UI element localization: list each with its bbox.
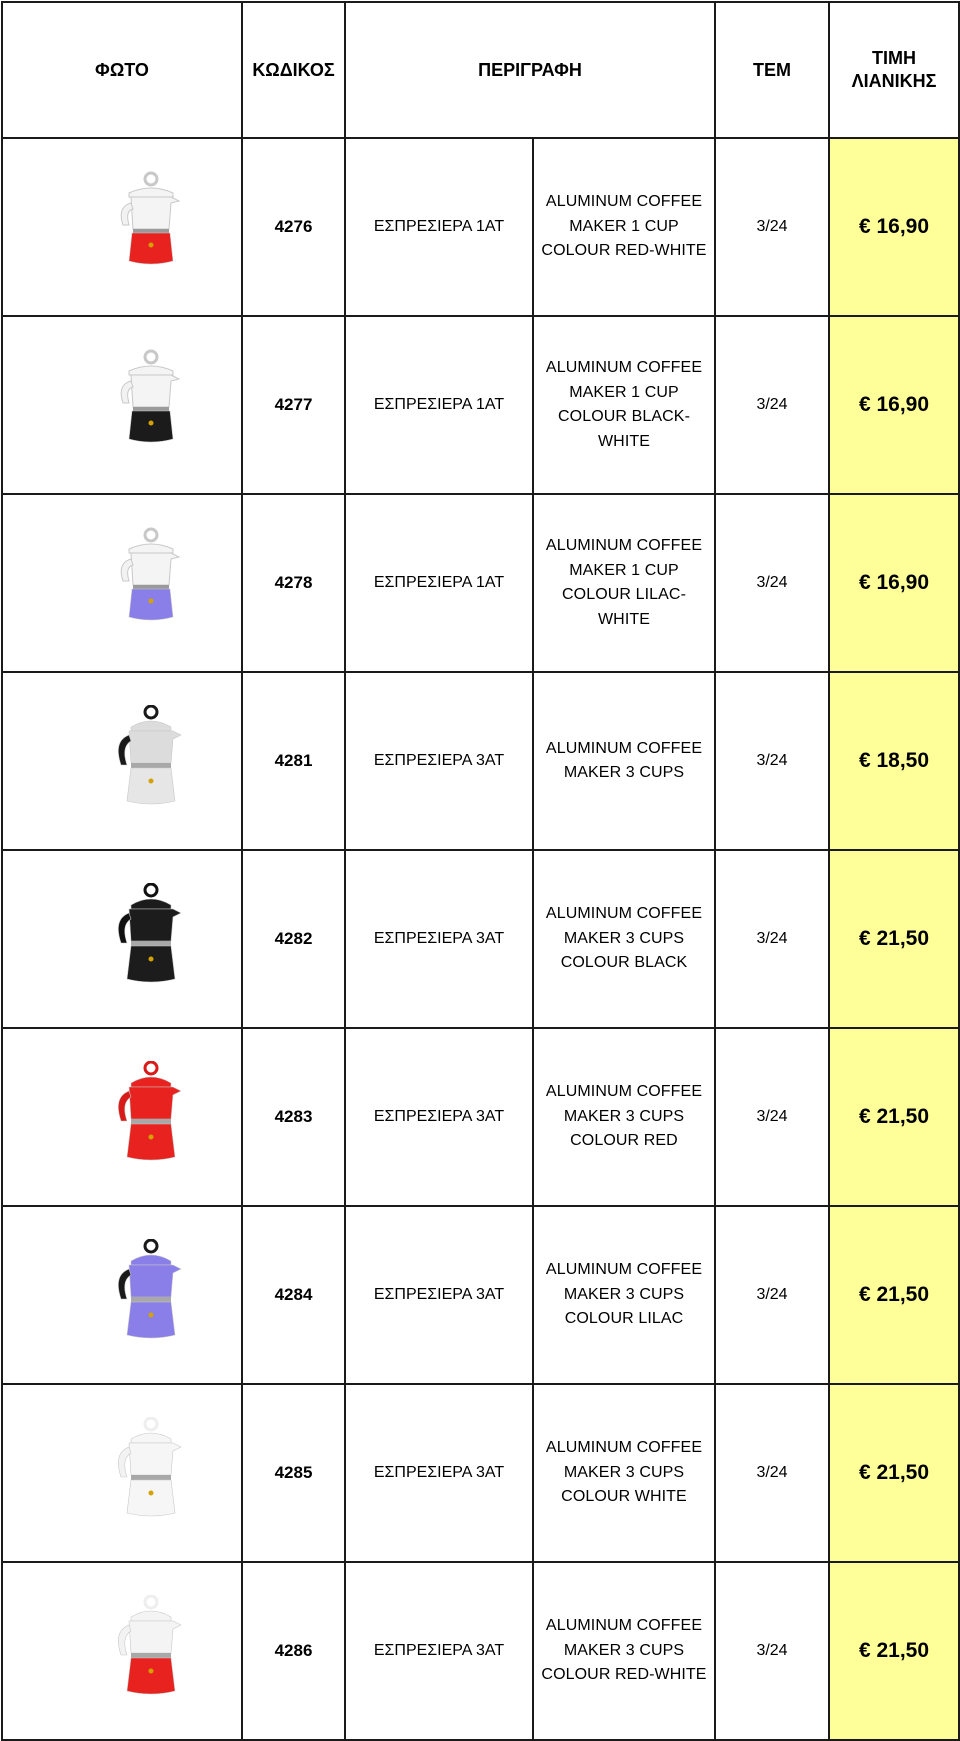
table-row bbox=[2, 1562, 959, 1740]
product-units: 3/24 bbox=[715, 494, 829, 672]
description-line: COLOUR BLACK- bbox=[558, 408, 690, 425]
description-line: COLOUR RED bbox=[570, 1132, 678, 1150]
table-row bbox=[2, 850, 959, 1028]
product-description bbox=[533, 1206, 715, 1384]
product-code: 4277 bbox=[242, 316, 345, 494]
product-units: 3/24 bbox=[715, 316, 829, 494]
product-code: 4285 bbox=[242, 1384, 345, 1562]
description-line: ALUMINUM COFFEE bbox=[545, 537, 703, 554]
product-code: 4278 bbox=[242, 494, 345, 672]
table-row bbox=[2, 672, 959, 850]
description-line: MAKER 3 CUPS bbox=[563, 764, 685, 781]
product-table bbox=[1, 1, 960, 1741]
product-description bbox=[533, 1028, 715, 1206]
product-name-greek: ΕΣΠΡΕΣΙΕΡΑ 1ΑΤ bbox=[345, 138, 533, 316]
description-line: COLOUR RED-WHITE bbox=[541, 1666, 707, 1684]
product-units: 3/24 bbox=[715, 1206, 829, 1384]
product-name-greek: ΕΣΠΡΕΣΙΕΡΑ 3ΑΤ bbox=[345, 1562, 533, 1740]
description-line: COLOUR WHITE bbox=[561, 1488, 687, 1506]
description-line: ALUMINUM COFFEE bbox=[545, 1261, 703, 1279]
product-name-greek: ΕΣΠΡΕΣΙΕΡΑ 3ΑΤ bbox=[345, 672, 533, 850]
product-description bbox=[533, 1384, 715, 1562]
description-line: ALUMINUM COFFEE bbox=[545, 1439, 703, 1457]
table-row bbox=[2, 494, 959, 672]
description-line: MAKER 1 CUP bbox=[569, 217, 679, 235]
coffee-maker-image bbox=[115, 1239, 187, 1348]
header-description: ΠΕΡΙΓΡΑΦΗ bbox=[345, 2, 715, 138]
product-units: 3/24 bbox=[715, 1384, 829, 1562]
product-price: € 21,50 bbox=[829, 1206, 959, 1384]
product-photo-cell bbox=[2, 1562, 242, 1740]
description-line: ALUMINUM COFFEE bbox=[545, 905, 703, 923]
header-price-line1: ΤΙΜΗ bbox=[872, 48, 917, 68]
product-units: 3/24 bbox=[715, 1028, 829, 1206]
description-line: MAKER 3 CUPS bbox=[563, 1107, 685, 1125]
table-row bbox=[2, 316, 959, 494]
product-price: € 16,90 bbox=[829, 494, 959, 672]
description-line: ALUMINUM COFFEE bbox=[545, 359, 703, 376]
description-line: WHITE bbox=[597, 432, 651, 450]
description-line: MAKER 3 CUPS bbox=[563, 1463, 685, 1481]
coffee-maker-image bbox=[115, 171, 187, 276]
product-photo-cell bbox=[2, 316, 242, 494]
product-price: € 16,90 bbox=[829, 316, 959, 494]
description-line: ALUMINUM COFFEE bbox=[545, 1617, 703, 1635]
product-photo-cell bbox=[2, 1206, 242, 1384]
description-line: COLOUR BLACK bbox=[560, 954, 688, 972]
product-photo-cell bbox=[2, 138, 242, 316]
table-row bbox=[2, 1384, 959, 1562]
header-price bbox=[829, 2, 959, 138]
product-price: € 21,50 bbox=[829, 1028, 959, 1206]
product-units: 3/24 bbox=[715, 138, 829, 316]
product-price: € 21,50 bbox=[829, 1562, 959, 1740]
product-photo-cell bbox=[2, 672, 242, 850]
coffee-maker-image bbox=[115, 1061, 187, 1170]
product-name-greek: ΕΣΠΡΕΣΙΕΡΑ 1ΑΤ bbox=[345, 316, 533, 494]
product-description bbox=[533, 672, 715, 850]
product-code: 4276 bbox=[242, 138, 345, 316]
product-name-greek: ΕΣΠΡΕΣΙΕΡΑ 3ΑΤ bbox=[345, 1206, 533, 1384]
description-line: WHITE bbox=[597, 610, 651, 628]
product-description bbox=[533, 316, 715, 494]
table-body bbox=[2, 138, 959, 1740]
product-code: 4282 bbox=[242, 850, 345, 1028]
coffee-maker-image bbox=[115, 705, 187, 814]
product-description bbox=[533, 138, 715, 316]
product-units: 3/24 bbox=[715, 672, 829, 850]
description-line: COLOUR LILAC- bbox=[562, 586, 686, 603]
description-line: COLOUR LILAC bbox=[564, 1310, 684, 1328]
coffee-maker-image bbox=[115, 883, 187, 992]
product-name-greek: ΕΣΠΡΕΣΙΕΡΑ 3ΑΤ bbox=[345, 850, 533, 1028]
description-line: ALUMINUM COFFEE bbox=[545, 1083, 703, 1101]
product-photo-cell bbox=[2, 494, 242, 672]
product-photo-cell bbox=[2, 850, 242, 1028]
product-photo-cell bbox=[2, 1028, 242, 1206]
header-units: ΤΕΜ bbox=[715, 2, 829, 138]
product-price: € 16,90 bbox=[829, 138, 959, 316]
table-row bbox=[2, 138, 959, 316]
description-line: ALUMINUM COFFEE bbox=[545, 193, 703, 211]
product-code: 4283 bbox=[242, 1028, 345, 1206]
description-line: MAKER 3 CUPS bbox=[563, 929, 685, 947]
product-description bbox=[533, 494, 715, 672]
product-description bbox=[533, 1562, 715, 1740]
product-name-greek: ΕΣΠΡΕΣΙΕΡΑ 3ΑΤ bbox=[345, 1028, 533, 1206]
product-price: € 21,50 bbox=[829, 1384, 959, 1562]
coffee-maker-image bbox=[115, 527, 187, 632]
product-units: 3/24 bbox=[715, 850, 829, 1028]
description-line: MAKER 3 CUPS bbox=[563, 1285, 685, 1303]
table-header-row bbox=[2, 2, 959, 138]
product-description bbox=[533, 850, 715, 1028]
coffee-maker-image bbox=[115, 1595, 187, 1704]
description-line: MAKER 3 CUPS bbox=[563, 1641, 685, 1659]
description-line: COLOUR RED-WHITE bbox=[541, 242, 707, 260]
product-code: 4281 bbox=[242, 672, 345, 850]
product-name-greek: ΕΣΠΡΕΣΙΕΡΑ 3ΑΤ bbox=[345, 1384, 533, 1562]
coffee-maker-image bbox=[115, 349, 187, 454]
table-row bbox=[2, 1206, 959, 1384]
table-row bbox=[2, 1028, 959, 1206]
product-price: € 18,50 bbox=[829, 672, 959, 850]
coffee-maker-image bbox=[115, 1417, 187, 1526]
product-price: € 21,50 bbox=[829, 850, 959, 1028]
description-line: ALUMINUM COFFEE bbox=[545, 739, 703, 757]
header-code: ΚΩΔΙΚΟΣ bbox=[242, 2, 345, 138]
description-line: MAKER 1 CUP bbox=[569, 383, 679, 401]
header-photo: ΦΩΤΟ bbox=[2, 2, 242, 138]
product-units: 3/24 bbox=[715, 1562, 829, 1740]
product-code: 4286 bbox=[242, 1562, 345, 1740]
product-code: 4284 bbox=[242, 1206, 345, 1384]
product-photo-cell bbox=[2, 1384, 242, 1562]
header-price-line2: ΛΙΑΝΙΚΗΣ bbox=[851, 71, 937, 91]
description-line: MAKER 1 CUP bbox=[569, 561, 679, 579]
product-name-greek: ΕΣΠΡΕΣΙΕΡΑ 1ΑΤ bbox=[345, 494, 533, 672]
